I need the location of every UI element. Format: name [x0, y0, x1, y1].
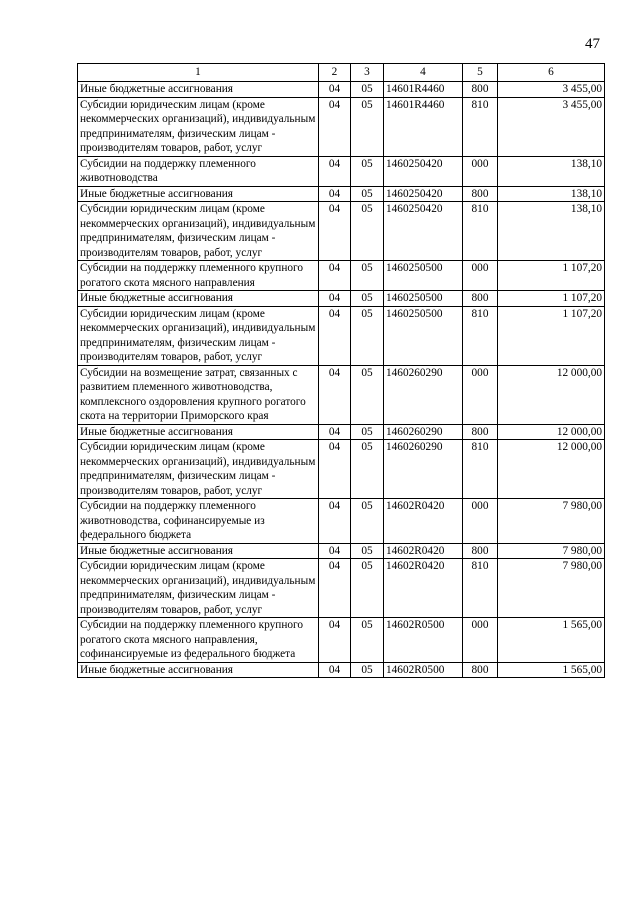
subsection-code-cell: 05: [351, 291, 384, 307]
amount-cell: 1 565,00: [498, 618, 605, 663]
table-row: [78, 156, 605, 186]
table-row: [78, 261, 605, 291]
table-row: [78, 440, 605, 499]
table-row: [78, 97, 605, 156]
row-name-cell: Иные бюджетные ассигнования: [78, 543, 319, 559]
amount-cell: 138,10: [498, 186, 605, 202]
row-name-cell: Субсидии юридическим лицам (кроме некоммерческих организаций), индивидуальным предпринимателям, физическим лицам - производителям товаров, работ, услуг: [78, 306, 319, 365]
subsection-code-cell: 05: [351, 82, 384, 98]
target-article-cell: 1460260290: [384, 365, 463, 424]
expense-type-cell: 000: [463, 261, 498, 291]
row-name-cell: Иные бюджетные ассигнования: [78, 662, 319, 678]
target-article-cell: 14601R4460: [384, 97, 463, 156]
amount-cell: 7 980,00: [498, 559, 605, 618]
table-row: [78, 499, 605, 544]
expense-type-cell: 800: [463, 82, 498, 98]
section-code-cell: 04: [319, 82, 351, 98]
expense-type-cell: 810: [463, 559, 498, 618]
table-row: [78, 186, 605, 202]
expense-type-cell: 810: [463, 97, 498, 156]
expense-type-cell: 810: [463, 440, 498, 499]
table-row: [78, 306, 605, 365]
table-row: [78, 82, 605, 98]
target-article-cell: 1460250500: [384, 261, 463, 291]
table-row: [78, 365, 605, 424]
subsection-code-cell: 05: [351, 186, 384, 202]
row-name-cell: Иные бюджетные ассигнования: [78, 291, 319, 307]
target-article-cell: 1460260290: [384, 424, 463, 440]
amount-cell: 1 107,20: [498, 291, 605, 307]
table-body: [78, 82, 605, 678]
section-code-cell: 04: [319, 424, 351, 440]
table-row: [78, 202, 605, 261]
header-cell: 4: [384, 64, 463, 82]
header-cell: 2: [319, 64, 351, 82]
row-name-cell: Иные бюджетные ассигнования: [78, 186, 319, 202]
amount-cell: 1 107,20: [498, 261, 605, 291]
section-code-cell: 04: [319, 291, 351, 307]
header-cell: 5: [463, 64, 498, 82]
expense-type-cell: 800: [463, 424, 498, 440]
section-code-cell: 04: [319, 202, 351, 261]
row-name-cell: Иные бюджетные ассигнования: [78, 82, 319, 98]
section-code-cell: 04: [319, 97, 351, 156]
target-article-cell: 1460250500: [384, 306, 463, 365]
row-name-cell: Субсидии юридическим лицам (кроме некоммерческих организаций), индивидуальным предпринимателям, физическим лицам - производителям товаров, работ, услуг: [78, 97, 319, 156]
expense-type-cell: 800: [463, 662, 498, 678]
table-row: [78, 618, 605, 663]
table-row: [78, 543, 605, 559]
row-name-cell: Субсидии на поддержку племенного животноводства: [78, 156, 319, 186]
target-article-cell: 14601R4460: [384, 82, 463, 98]
subsection-code-cell: 05: [351, 97, 384, 156]
target-article-cell: 1460250420: [384, 202, 463, 261]
amount-cell: 3 455,00: [498, 97, 605, 156]
expense-type-cell: 000: [463, 365, 498, 424]
section-code-cell: 04: [319, 440, 351, 499]
subsection-code-cell: 05: [351, 424, 384, 440]
expense-type-cell: 800: [463, 543, 498, 559]
row-name-cell: Субсидии на поддержку племенного крупного рогатого скота мясного направления: [78, 261, 319, 291]
subsection-code-cell: 05: [351, 543, 384, 559]
section-code-cell: 04: [319, 499, 351, 544]
row-name-cell: Субсидии юридическим лицам (кроме некоммерческих организаций), индивидуальным предпринимателям, физическим лицам - производителям товаров, работ, услуг: [78, 440, 319, 499]
row-name-cell: Субсидии юридическим лицам (кроме некоммерческих организаций), индивидуальным предпринимателям, физическим лицам - производителям товаров, работ, услуг: [78, 202, 319, 261]
section-code-cell: 04: [319, 261, 351, 291]
target-article-cell: 14602R0500: [384, 662, 463, 678]
header-cell: 6: [498, 64, 605, 82]
target-article-cell: 14602R0420: [384, 543, 463, 559]
subsection-code-cell: 05: [351, 156, 384, 186]
expense-type-cell: 000: [463, 618, 498, 663]
amount-cell: 138,10: [498, 202, 605, 261]
header-cell: 1: [78, 64, 319, 82]
table-row: [78, 291, 605, 307]
section-code-cell: 04: [319, 186, 351, 202]
section-code-cell: 04: [319, 156, 351, 186]
amount-cell: 138,10: [498, 156, 605, 186]
expense-type-cell: 810: [463, 202, 498, 261]
subsection-code-cell: 05: [351, 306, 384, 365]
target-article-cell: 1460260290: [384, 440, 463, 499]
amount-cell: 1 107,20: [498, 306, 605, 365]
amount-cell: 12 000,00: [498, 440, 605, 499]
subsection-code-cell: 05: [351, 365, 384, 424]
target-article-cell: 14602R0420: [384, 559, 463, 618]
amount-cell: 7 980,00: [498, 499, 605, 544]
row-name-cell: Субсидии на возмещение затрат, связанных с развитием племенного животноводства, комплексного оздоровления крупного рогатого скота на территории Приморского края: [78, 365, 319, 424]
subsection-code-cell: 05: [351, 559, 384, 618]
target-article-cell: 14602R0500: [384, 618, 463, 663]
section-code-cell: 04: [319, 543, 351, 559]
section-code-cell: 04: [319, 365, 351, 424]
subsection-code-cell: 05: [351, 440, 384, 499]
page-number: 47: [585, 36, 600, 52]
budget-table: [77, 63, 605, 678]
subsection-code-cell: 05: [351, 202, 384, 261]
amount-cell: 12 000,00: [498, 424, 605, 440]
row-name-cell: Иные бюджетные ассигнования: [78, 424, 319, 440]
expense-type-cell: 810: [463, 306, 498, 365]
section-code-cell: 04: [319, 306, 351, 365]
row-name-cell: Субсидии юридическим лицам (кроме некоммерческих организаций), индивидуальным предпринимателям, физическим лицам - производителям товаров, работ, услуг: [78, 559, 319, 618]
target-article-cell: 1460250420: [384, 186, 463, 202]
expense-type-cell: 000: [463, 156, 498, 186]
table-row: [78, 559, 605, 618]
table-row: [78, 662, 605, 678]
table-header-row: [78, 64, 605, 82]
subsection-code-cell: 05: [351, 261, 384, 291]
target-article-cell: 14602R0420: [384, 499, 463, 544]
expense-type-cell: 800: [463, 186, 498, 202]
table-row: [78, 424, 605, 440]
amount-cell: 3 455,00: [498, 82, 605, 98]
target-article-cell: 1460250420: [384, 156, 463, 186]
amount-cell: 12 000,00: [498, 365, 605, 424]
section-code-cell: 04: [319, 618, 351, 663]
expense-type-cell: 000: [463, 499, 498, 544]
section-code-cell: 04: [319, 662, 351, 678]
expense-type-cell: 800: [463, 291, 498, 307]
amount-cell: 1 565,00: [498, 662, 605, 678]
subsection-code-cell: 05: [351, 499, 384, 544]
header-cell: 3: [351, 64, 384, 82]
subsection-code-cell: 05: [351, 618, 384, 663]
section-code-cell: 04: [319, 559, 351, 618]
subsection-code-cell: 05: [351, 662, 384, 678]
amount-cell: 7 980,00: [498, 543, 605, 559]
row-name-cell: Субсидии на поддержку племенного животноводства, софинансируемые из федерального бюджета: [78, 499, 319, 544]
row-name-cell: Субсидии на поддержку племенного крупного рогатого скота мясного направления, софинансируемые из федерального бюджета: [78, 618, 319, 663]
target-article-cell: 1460250500: [384, 291, 463, 307]
